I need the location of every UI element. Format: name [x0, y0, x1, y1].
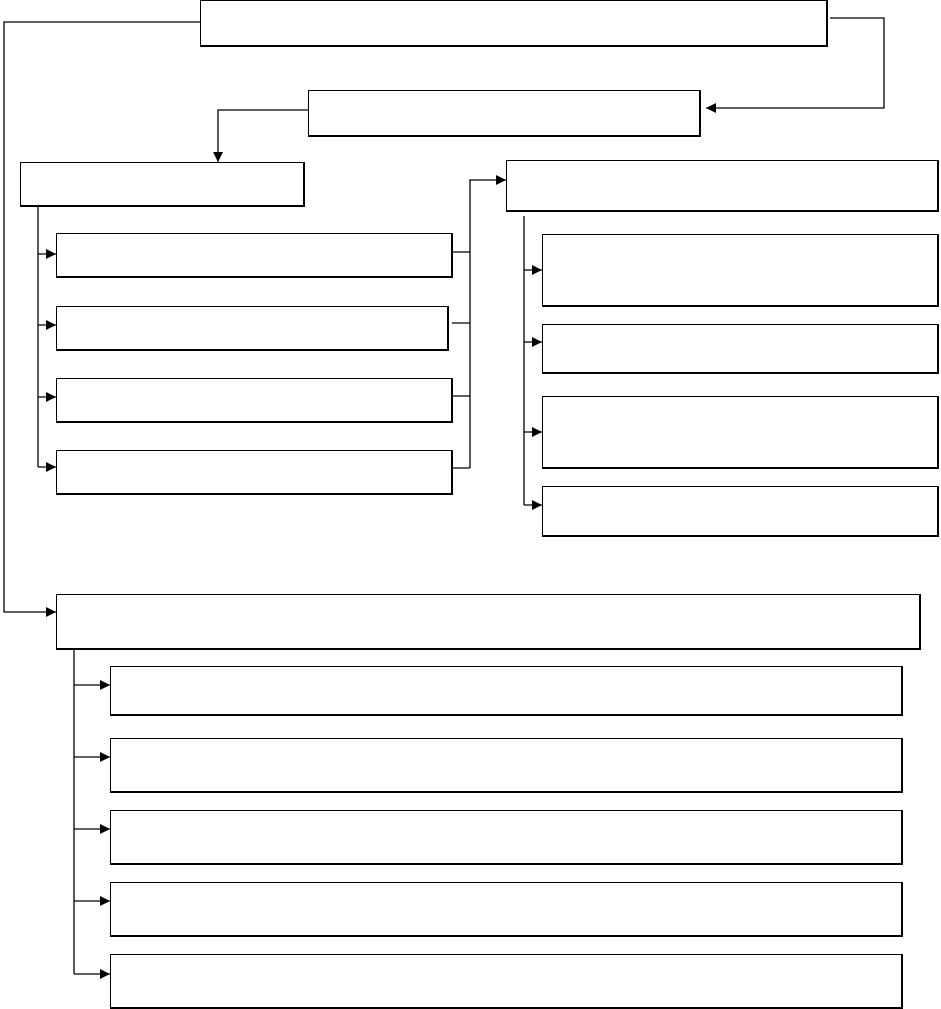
node-right-4: [542, 486, 939, 537]
node-bottom-5: [110, 954, 903, 1009]
node-bottom-3-label: [111, 811, 901, 819]
node-right-4-label: [543, 487, 937, 495]
connector-second-to-left-group: [218, 110, 308, 162]
node-left-4-label: [57, 451, 451, 459]
node-left-2: [56, 306, 449, 351]
node-bottom-2: [110, 738, 903, 793]
node-left-1-label: [57, 234, 451, 242]
node-bottom-4-label: [111, 883, 901, 891]
node-second: [308, 90, 701, 137]
node-bottom-4: [110, 882, 903, 937]
node-top-label: [201, 1, 826, 9]
node-second-label: [309, 91, 699, 99]
node-right-group-label: [507, 161, 937, 169]
node-bottom-2-label: [111, 739, 901, 747]
node-left-3-label: [57, 379, 451, 387]
node-left-2-label: [57, 307, 447, 315]
node-bottom-5-label: [111, 955, 901, 963]
node-right-3: [542, 396, 939, 469]
node-left-4: [56, 450, 453, 495]
node-left-group-label: [21, 163, 303, 171]
node-right-1: [542, 234, 939, 307]
node-right-1-label: [543, 235, 937, 243]
node-top: [200, 0, 828, 47]
node-bottom-group-label: [57, 595, 919, 603]
node-left-1: [56, 233, 453, 278]
connector-merge-to-right-group: [470, 180, 506, 468]
node-right-2: [542, 324, 939, 374]
node-bottom-3: [110, 810, 903, 865]
node-bottom-1-label: [111, 667, 901, 675]
node-right-group: [506, 160, 939, 212]
node-left-group: [20, 162, 305, 207]
node-bottom-1: [110, 666, 903, 716]
node-bottom-group: [56, 594, 921, 650]
node-right-2-label: [543, 325, 937, 333]
node-left-3: [56, 378, 453, 423]
node-right-3-label: [543, 397, 937, 405]
